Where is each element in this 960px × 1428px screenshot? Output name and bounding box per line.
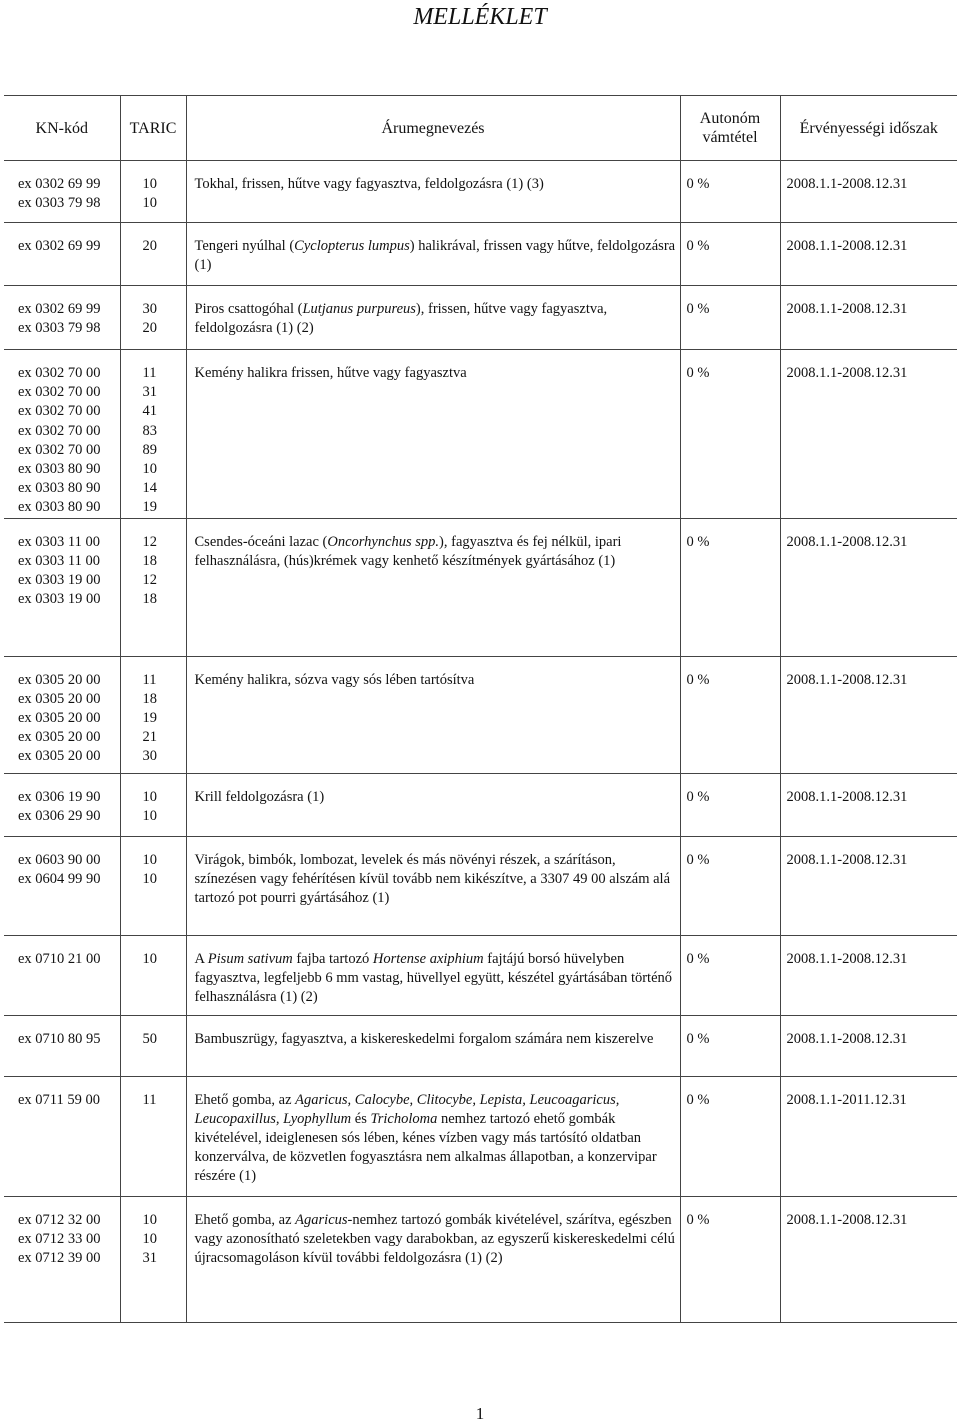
period-cell: 2008.1.1-2008.12.31 bbox=[780, 935, 957, 1015]
description-italic-text: Agaricus bbox=[295, 1211, 348, 1228]
period-cell: 2008.1.1-2008.12.31 bbox=[780, 161, 957, 223]
taric-cell: 11 bbox=[120, 1076, 186, 1196]
taric-cell: 10 10 31 bbox=[120, 1196, 186, 1322]
description-text: Tokhal, frissen, hűtve vagy fagyasztva, feldolgozásra (1) (3) bbox=[194, 176, 544, 192]
table-header-row bbox=[4, 96, 957, 161]
taric-cell: 11 18 19 21 30 bbox=[120, 656, 186, 773]
table-row bbox=[4, 1196, 957, 1322]
rate-cell: 0 % bbox=[680, 656, 780, 773]
description-text: fajtájú borsó hüvelyben fagyasztva, legfeljebb 6 mm vastag, hüvellyel együtt, készétel gyártásában történő felhasználásra (1) (2) bbox=[194, 950, 673, 1006]
table-row bbox=[4, 935, 957, 1015]
rate-cell: 0 % bbox=[680, 1015, 780, 1076]
table-body bbox=[4, 161, 957, 1323]
taric-cell: 50 bbox=[120, 1015, 186, 1076]
header-taric: TARIC bbox=[120, 96, 186, 161]
taric-cell: 10 10 bbox=[120, 836, 186, 935]
description-text: Piros csattogóhal ( bbox=[194, 301, 303, 317]
rate-cell: 0 % bbox=[680, 161, 780, 223]
table-row bbox=[4, 286, 957, 350]
description-text: Kemény halikra, sózva vagy sós lében tartósítva bbox=[194, 671, 475, 688]
table-row bbox=[4, 161, 957, 223]
period-cell: 2008.1.1-2008.12.31 bbox=[780, 773, 957, 836]
description-text: nemhez tartozó ehető gombák kivételével, ideiglenesen sós lében, kénes vízben vagy más tartósító oldatban konzerválva, de közvetlen fogyasztásra nem alkalmas állapotban, a konzervipar részére (1) bbox=[194, 1110, 657, 1185]
description-text: Kemény halikra frissen, hűtve vagy fagyasztva bbox=[194, 365, 467, 381]
kn-code-cell: ex 0710 21 00 bbox=[4, 935, 120, 1015]
header-rate: Autonóm vámtétel bbox=[680, 96, 780, 161]
kn-code-cell: ex 0603 90 00 ex 0604 99 90 bbox=[4, 836, 120, 935]
description-italic-text: Lutjanus purpureus bbox=[302, 301, 416, 317]
description-cell bbox=[186, 935, 680, 1015]
description-text: Tengeri nyúlhal ( bbox=[194, 238, 295, 254]
taric-cell: 12 18 12 18 bbox=[120, 518, 186, 656]
period-cell: 2008.1.1-2008.12.31 bbox=[780, 836, 957, 935]
kn-code-cell: ex 0710 80 95 bbox=[4, 1015, 120, 1076]
table-row bbox=[4, 518, 957, 656]
kn-code-cell: ex 0302 69 99 ex 0303 79 98 bbox=[4, 286, 120, 350]
rate-cell: 0 % bbox=[680, 1076, 780, 1196]
rate-cell: 0 % bbox=[680, 1196, 780, 1322]
description-italic-text: Cyclopterus lumpus bbox=[294, 238, 410, 254]
period-cell: 2008.1.1-2008.12.31 bbox=[780, 223, 957, 286]
kn-code-cell: ex 0305 20 00 ex 0305 20 00 ex 0305 20 00 ex 0305 20 00 ex 0305 20 00 bbox=[4, 656, 120, 773]
description-italic-text: Hortense axiphium bbox=[372, 950, 484, 967]
description-cell bbox=[186, 223, 680, 286]
kn-code-cell: ex 0303 11 00 ex 0303 11 00 ex 0303 19 00 ex 0303 19 00 bbox=[4, 518, 120, 656]
rate-cell: 0 % bbox=[680, 773, 780, 836]
taric-cell: 30 20 bbox=[120, 286, 186, 350]
description-text: Krill feldolgozásra (1) bbox=[194, 788, 325, 805]
description-text: ), fagyasztva és fej nélkül, ipari felhasználásra, (hús)krémek vagy kenhető készítmények gyártásához (1) bbox=[194, 533, 622, 569]
description-cell bbox=[186, 350, 680, 519]
taric-cell: 10 10 bbox=[120, 161, 186, 223]
description-cell bbox=[186, 773, 680, 836]
taric-cell: 10 bbox=[120, 935, 186, 1015]
kn-code-cell: ex 0712 32 00 ex 0712 33 00 ex 0712 39 00 bbox=[4, 1196, 120, 1322]
description-cell bbox=[186, 161, 680, 223]
description-italic-text: Tricholoma bbox=[370, 1110, 438, 1127]
kn-code-cell: ex 0302 69 99 ex 0303 79 98 bbox=[4, 161, 120, 223]
description-cell bbox=[186, 1076, 680, 1196]
description-italic-text: Agaricus, Calocybe, Clitocybe, Lepista, Leucoagaricus, Leucopaxillus, Lyophyllum bbox=[194, 1091, 620, 1127]
description-text: ) halikrával, frissen vagy hűtve, feldolgozásra (1) bbox=[194, 238, 676, 274]
description-text: A bbox=[194, 950, 208, 967]
period-cell: 2008.1.1-2011.12.31 bbox=[780, 1076, 957, 1196]
period-cell: 2008.1.1-2008.12.31 bbox=[780, 286, 957, 350]
header-period: Érvényességi időszak bbox=[780, 96, 957, 161]
description-text: Bambuszrügy, fagyasztva, a kiskereskedelmi forgalom számára nem kiszerelve bbox=[194, 1030, 654, 1047]
rate-cell: 0 % bbox=[680, 935, 780, 1015]
taric-cell: 10 10 bbox=[120, 773, 186, 836]
description-italic-text: Oncorhynchus spp. bbox=[327, 533, 440, 550]
period-cell: 2008.1.1-2008.12.31 bbox=[780, 518, 957, 656]
description-text: fajba tartozó bbox=[292, 950, 373, 967]
period-cell: 2008.1.1-2008.12.31 bbox=[780, 350, 957, 519]
table-row bbox=[4, 773, 957, 836]
rate-cell: 0 % bbox=[680, 223, 780, 286]
period-cell: 2008.1.1-2008.12.31 bbox=[780, 656, 957, 773]
rate-cell: 0 % bbox=[680, 286, 780, 350]
page-number: 1 bbox=[475, 1404, 485, 1423]
description-text: Csendes-óceáni lazac ( bbox=[194, 533, 328, 550]
description-cell bbox=[186, 656, 680, 773]
description-italic-text: Pisum sativum bbox=[207, 950, 293, 967]
taric-cell: 11 31 41 83 89 10 14 19 bbox=[120, 350, 186, 519]
kn-code-cell: ex 0306 19 90 ex 0306 29 90 bbox=[4, 773, 120, 836]
description-cell bbox=[186, 1196, 680, 1322]
table-row bbox=[4, 1076, 957, 1196]
table-row bbox=[4, 350, 957, 519]
header-description: Árumegnevezés bbox=[186, 96, 680, 161]
header-kn-code: KN-kód bbox=[4, 96, 120, 161]
description-text: Ehető gomba, az bbox=[194, 1091, 296, 1108]
table-row bbox=[4, 656, 957, 773]
table-row bbox=[4, 836, 957, 935]
description-text: Ehető gomba, az bbox=[194, 1211, 296, 1228]
kn-code-cell: ex 0302 70 00 ex 0302 70 00 ex 0302 70 00 ex 0302 70 00 ex 0302 70 00 ex 0303 80 90 ex 0303 80 90 ex 0303 80 90 bbox=[4, 350, 120, 519]
period-cell: 2008.1.1-2008.12.31 bbox=[780, 1196, 957, 1322]
description-text: és bbox=[351, 1110, 371, 1127]
rate-cell: 0 % bbox=[680, 350, 780, 519]
period-cell: 2008.1.1-2008.12.31 bbox=[780, 1015, 957, 1076]
description-cell bbox=[186, 286, 680, 350]
description-text: Virágok, bimbók, lombozat, levelek és más növényi részek, a szárításon, színezésen vagy fehérítésen kívül tovább nem kikészítve, a 3307 49 00 alszám alá tartozó pot pourri gyártásához (1) bbox=[194, 851, 671, 907]
description-cell bbox=[186, 1015, 680, 1076]
description-text: ), frissen, hűtve vagy fagyasztva, feldolgozásra (1) (2) bbox=[194, 301, 608, 337]
table-row bbox=[4, 223, 957, 286]
description-text: -nemhez tartozó gombák kivételével, szárítva, egészben vagy azonosítható szeletekben vagy darabokban, az egyszerű kiskereskedelmi célú újracsomagoláson kívül további feldolgozásra (1) (2) bbox=[194, 1211, 675, 1267]
rate-cell: 0 % bbox=[680, 836, 780, 935]
description-cell bbox=[186, 836, 680, 935]
page-title: MELLÉKLET bbox=[413, 4, 547, 30]
table-row bbox=[4, 1015, 957, 1076]
kn-code-cell: ex 0711 59 00 bbox=[4, 1076, 120, 1196]
rate-cell: 0 % bbox=[680, 518, 780, 656]
taric-cell: 20 bbox=[120, 223, 186, 286]
tariff-table bbox=[4, 95, 957, 1323]
kn-code-cell: ex 0302 69 99 bbox=[4, 223, 120, 286]
description-cell bbox=[186, 518, 680, 656]
